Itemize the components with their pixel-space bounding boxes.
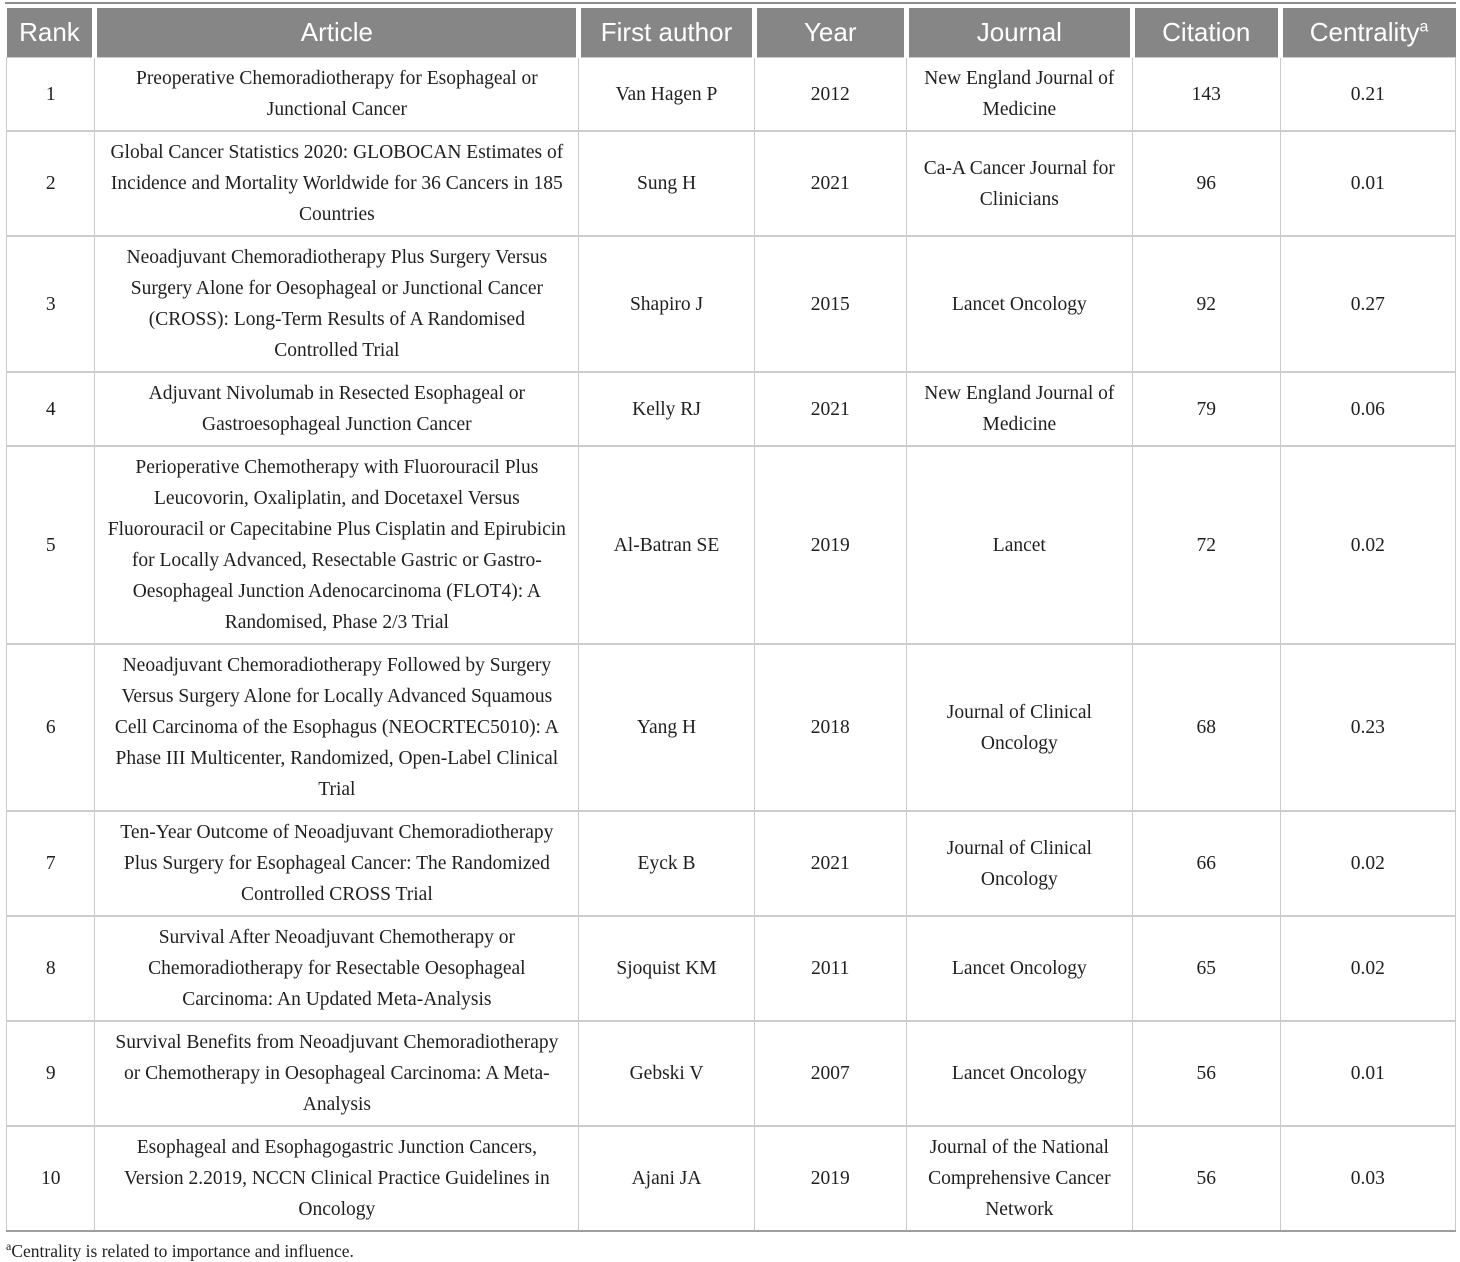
cell-rank: 1 xyxy=(7,58,95,132)
cell-article: Perioperative Chemotherapy with Fluorouracil Plus Leucovorin, Oxaliplatin, and Docetaxel Versus Fluorouracil or Capecitabine Plus Cisplatin and Epirubicin for Locally Advanced, Resectable Gastric or Gastro-Oesophageal Junction Adenocarcinoma (FLOT4): A Randomised, Phase 2/3 Trial xyxy=(95,446,579,644)
footnote-text: Centrality is related to importance and influence. xyxy=(11,1241,354,1261)
cell-year: 2015 xyxy=(754,236,906,372)
cell-citation: 79 xyxy=(1132,372,1280,446)
cell-first-author: Eyck B xyxy=(579,811,754,916)
column-header-rank: Rank xyxy=(7,8,95,58)
header-row xyxy=(7,8,1456,58)
table-row xyxy=(7,916,1456,1021)
cell-journal: New England Journal of Medicine xyxy=(906,372,1132,446)
footnote-marker: a xyxy=(6,1239,12,1254)
table-row xyxy=(7,811,1456,916)
cell-first-author: Yang H xyxy=(579,644,754,811)
cell-citation: 92 xyxy=(1132,236,1280,372)
footnote xyxy=(6,1240,1460,1262)
cell-citation: 72 xyxy=(1132,446,1280,644)
cell-rank: 3 xyxy=(7,236,95,372)
cell-journal: Lancet Oncology xyxy=(906,1021,1132,1126)
cell-year: 2019 xyxy=(754,446,906,644)
cell-year: 2011 xyxy=(754,916,906,1021)
cell-centrality: 0.03 xyxy=(1280,1126,1455,1231)
cell-year: 2021 xyxy=(754,131,906,236)
cell-article: Preoperative Chemoradiotherapy for Esophageal or Junctional Cancer xyxy=(95,58,579,132)
cell-journal: Lancet Oncology xyxy=(906,236,1132,372)
cell-article: Survival After Neoadjuvant Chemotherapy or Chemoradiotherapy for Resectable Oesophageal Carcinoma: An Updated Meta-Analysis xyxy=(95,916,579,1021)
cell-article: Adjuvant Nivolumab in Resected Esophageal or Gastroesophageal Junction Cancer xyxy=(95,372,579,446)
column-header-first-author: First author xyxy=(579,8,754,58)
column-header-journal: Journal xyxy=(906,8,1132,58)
cell-citation: 96 xyxy=(1132,131,1280,236)
cell-centrality: 0.06 xyxy=(1280,372,1455,446)
cell-citation: 66 xyxy=(1132,811,1280,916)
cell-article: Survival Benefits from Neoadjuvant Chemoradiotherapy or Chemotherapy in Oesophageal Carcinoma: A Meta-Analysis xyxy=(95,1021,579,1126)
table-row xyxy=(7,236,1456,372)
cell-centrality: 0.02 xyxy=(1280,916,1455,1021)
cell-first-author: Van Hagen P xyxy=(579,58,754,132)
cell-year: 2012 xyxy=(754,58,906,132)
cell-year: 2021 xyxy=(754,811,906,916)
centrality-label: Centrality xyxy=(1309,17,1420,47)
cell-rank: 8 xyxy=(7,916,95,1021)
cell-citation: 56 xyxy=(1132,1126,1280,1231)
cell-rank: 5 xyxy=(7,446,95,644)
cell-rank: 6 xyxy=(7,644,95,811)
table-row xyxy=(7,1126,1456,1231)
cell-year: 2018 xyxy=(754,644,906,811)
table-row xyxy=(7,446,1456,644)
cell-article: Neoadjuvant Chemoradiotherapy Plus Surgery Versus Surgery Alone for Oesophageal or Junctional Cancer (CROSS): Long-Term Results of A Randomised Controlled Trial xyxy=(95,236,579,372)
cell-first-author: Sjoquist KM xyxy=(579,916,754,1021)
cell-centrality: 0.01 xyxy=(1280,131,1455,236)
cell-rank: 9 xyxy=(7,1021,95,1126)
centrality-footnote-marker: a xyxy=(1419,18,1429,36)
cell-rank: 4 xyxy=(7,372,95,446)
table-row xyxy=(7,58,1456,132)
cited-articles-table xyxy=(6,8,1456,1232)
table-body xyxy=(7,58,1456,1232)
cell-centrality: 0.02 xyxy=(1280,811,1455,916)
cell-journal: New England Journal of Medicine xyxy=(906,58,1132,132)
cell-first-author: Al-Batran SE xyxy=(579,446,754,644)
cell-citation: 143 xyxy=(1132,58,1280,132)
cell-first-author: Kelly RJ xyxy=(579,372,754,446)
column-header-year: Year xyxy=(754,8,906,58)
cell-journal: Journal of Clinical Oncology xyxy=(906,811,1132,916)
cell-year: 2007 xyxy=(754,1021,906,1126)
cell-journal: Lancet xyxy=(906,446,1132,644)
cell-citation: 65 xyxy=(1132,916,1280,1021)
cell-journal: Journal of the National Comprehensive Cancer Network xyxy=(906,1126,1132,1231)
paper-table-page xyxy=(0,2,1460,1261)
cell-citation: 56 xyxy=(1132,1021,1280,1126)
table-row xyxy=(7,644,1456,811)
cell-first-author: Sung H xyxy=(579,131,754,236)
cell-first-author: Ajani JA xyxy=(579,1126,754,1231)
cell-first-author: Gebski V xyxy=(579,1021,754,1126)
cell-year: 2019 xyxy=(754,1126,906,1231)
column-header-citation: Citation xyxy=(1132,8,1280,58)
cell-article: Esophageal and Esophagogastric Junction Cancers, Version 2.2019, NCCN Clinical Practice Guidelines in Oncology xyxy=(95,1126,579,1231)
cell-article: Neoadjuvant Chemoradiotherapy Followed by Surgery Versus Surgery Alone for Locally Advanced Squamous Cell Carcinoma of the Esophagus (NEOCRTEC5010): A Phase III Multicenter, Randomized, Open-Label Clinical Trial xyxy=(95,644,579,811)
cell-centrality: 0.27 xyxy=(1280,236,1455,372)
table-row xyxy=(7,1021,1456,1126)
cell-rank: 10 xyxy=(7,1126,95,1231)
cell-first-author: Shapiro J xyxy=(579,236,754,372)
cell-rank: 7 xyxy=(7,811,95,916)
cell-rank: 2 xyxy=(7,131,95,236)
table-top-rule xyxy=(5,2,1456,4)
column-header-centrality xyxy=(1280,8,1455,58)
cell-year: 2021 xyxy=(754,372,906,446)
column-header-article: Article xyxy=(95,8,579,58)
cell-journal: Ca-A Cancer Journal for Clinicians xyxy=(906,131,1132,236)
table-header xyxy=(7,8,1456,58)
cell-centrality: 0.02 xyxy=(1280,446,1455,644)
cell-citation: 68 xyxy=(1132,644,1280,811)
table-row xyxy=(7,372,1456,446)
table-row xyxy=(7,131,1456,236)
cell-centrality: 0.21 xyxy=(1280,58,1455,132)
cell-journal: Journal of Clinical Oncology xyxy=(906,644,1132,811)
cell-article: Global Cancer Statistics 2020: GLOBOCAN Estimates of Incidence and Mortality Worldwide for 36 Cancers in 185 Countries xyxy=(95,131,579,236)
cell-centrality: 0.23 xyxy=(1280,644,1455,811)
cell-journal: Lancet Oncology xyxy=(906,916,1132,1021)
cell-centrality: 0.01 xyxy=(1280,1021,1455,1126)
cell-article: Ten-Year Outcome of Neoadjuvant Chemoradiotherapy Plus Surgery for Esophageal Cancer: The Randomized Controlled CROSS Trial xyxy=(95,811,579,916)
